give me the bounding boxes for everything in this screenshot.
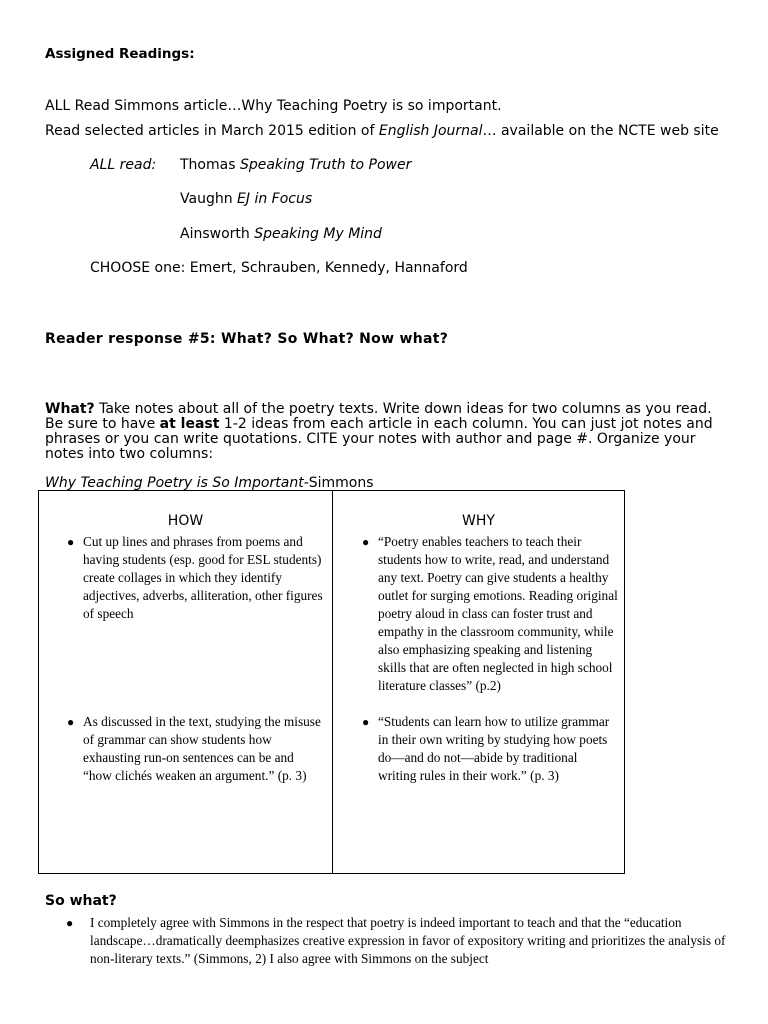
bullet-icon: ●: [362, 715, 370, 729]
assigned-line-1: ALL Read Simmons article…Why Teaching Poetry is so important.: [45, 98, 502, 114]
assigned-readings-heading: Assigned Readings:: [45, 46, 195, 62]
why-item-text: “Poetry enables teachers to teach their students how to write, read, and understand any text. Poetry can give students a healthy outlet for surging emotions. Reading original poetry aloud in class can foster trust and empathy in the classroom community, while also emphasizing speaking and listening skills that are often neglected in high school literature classes” (p.2): [378, 534, 618, 693]
reading-title: EJ in Focus: [237, 191, 313, 207]
reading-author: Thomas: [180, 157, 240, 173]
choose-one-line: CHOOSE one: Emert, Schrauben, Kennedy, Hannaford: [90, 260, 468, 276]
how-item-text: Cut up lines and phrases from poems and having students (esp. good for ESL students) create collages in which they identify adjectives, adverbs, alliteration, other figures of speech: [83, 534, 323, 621]
line2-prefix: Read selected articles in March 2015 edition of: [45, 123, 379, 139]
reader-response-heading: Reader response #5: What? So What? Now what?: [45, 331, 449, 347]
bullet-icon: ●: [67, 535, 75, 549]
bullet-icon: ●: [66, 916, 74, 930]
reading-item: [180, 157, 411, 173]
article-author: -Simmons: [303, 475, 374, 491]
what-text-a: Take notes about all of the poetry texts. Write down ideas for two columns as you read. Be sure to have: [45, 401, 712, 432]
so-what-heading: So what?: [45, 893, 117, 909]
how-item-text: As discussed in the text, studying the misuse of grammar can show students how exhausting run-on sentences can be and “how clichés weaken an argument.” (p. 3): [83, 714, 321, 783]
what-paragraph: [45, 402, 715, 462]
assigned-line-2: [45, 123, 719, 139]
so-what-text: I completely agree with Simmons in the respect that poetry is indeed important to teach and that the “education landscape…dramatically deemphasizes creative expression in favor of expository writing and prioritizes the analysis of non-literary texts.” (Simmons, 2) I also agree with Simmons on the subject: [90, 915, 726, 966]
what-label: What?: [45, 401, 95, 417]
journal-name: English Journal: [378, 123, 483, 139]
reading-item: [180, 226, 382, 242]
article-title-line: [45, 475, 374, 491]
bullet-icon: ●: [362, 535, 370, 549]
reading-title: Speaking My Mind: [254, 226, 382, 242]
notes-table: [38, 490, 625, 874]
at-least-emphasis: at least: [159, 416, 220, 432]
why-header: WHY: [462, 513, 495, 529]
reading-author: Vaughn: [180, 191, 238, 207]
why-item-text: “Students can learn how to utilize grammar in their own writing by studying how poets do—and do not—abide by traditional writing rules in their work.” (p. 3): [378, 714, 610, 783]
how-header: HOW: [167, 513, 204, 529]
column-divider: [332, 491, 333, 873]
what-text-b: 1-2 ideas from each article in each column. You can just jot notes and phrases or you can write quotations. CITE your notes with author and page #. Organize your notes into two columns:: [45, 416, 713, 462]
reading-author: Ainsworth: [180, 226, 255, 242]
line2-suffix: … available on the NCTE web site: [482, 123, 719, 139]
bullet-icon: ●: [67, 715, 75, 729]
article-title: Why Teaching Poetry is So Important: [45, 475, 304, 491]
reading-title: Speaking Truth to Power: [239, 157, 412, 173]
all-read-label: ALL read:: [90, 157, 157, 173]
reading-item: [180, 191, 312, 207]
